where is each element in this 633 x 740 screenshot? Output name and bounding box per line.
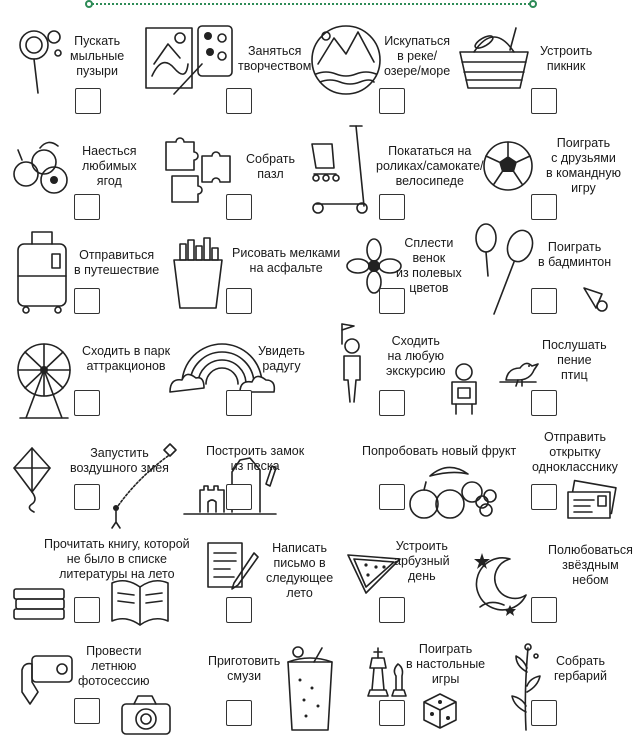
item-label: Послушать пение птиц	[542, 338, 607, 382]
checkbox-rollerblades[interactable]	[379, 194, 405, 220]
chalk-bucket-icon	[170, 236, 230, 310]
checkbox-stars[interactable]	[531, 597, 557, 623]
rollerblades-scooter-icon	[306, 124, 376, 220]
item-label: Полюбоваться звёздным небом	[548, 543, 633, 587]
checkbox-postcard[interactable]	[531, 484, 557, 510]
checkbox-sandcastle[interactable]	[226, 484, 252, 510]
checklist-item-birds	[460, 334, 615, 438]
checkbox-bubbles[interactable]	[75, 88, 101, 114]
item-label: Поиграть в бадминтон	[538, 240, 612, 269]
checklist-item-smoothie	[140, 636, 295, 740]
item-label: Пускать мыльные пузыри	[70, 34, 125, 78]
checkbox-rainbow[interactable]	[226, 390, 252, 416]
checkbox-fruit[interactable]	[379, 484, 405, 510]
picnic-basket-icon	[454, 22, 534, 92]
divider-dot-right	[529, 0, 537, 8]
checkbox-birds[interactable]	[531, 390, 557, 416]
item-label: Рисовать мелками на асфальте	[232, 246, 341, 275]
item-label: Написать письмо в следующее лето	[266, 541, 334, 600]
moon-stars-icon	[470, 545, 534, 617]
item-label: Покататься на роликах/самокате/ велосипеде	[376, 144, 484, 188]
checklist-item-team-game	[460, 126, 621, 230]
checklist-item-letter	[140, 535, 334, 639]
checklist-item-board-games	[298, 636, 486, 740]
item-label: Сплести венок из полевых цветов	[396, 236, 462, 295]
item-label: Увидеть радугу	[258, 344, 305, 373]
checklist-item-sandcastle	[140, 438, 305, 542]
item-label: Приготовить смузи	[208, 654, 281, 683]
checkbox-smoothie[interactable]	[226, 700, 252, 726]
checklist-item-watermelon	[298, 535, 453, 639]
postcard-icon	[566, 482, 618, 522]
soccer-ball-icon	[480, 138, 536, 194]
checklist-item-postcard	[460, 430, 618, 542]
books-icon	[12, 585, 68, 621]
checkbox-amusement-park[interactable]	[74, 390, 100, 416]
tour-guide-icon	[330, 320, 376, 404]
top-divider	[88, 3, 534, 5]
checkbox-chalk[interactable]	[226, 288, 252, 314]
checklist-item-wreath	[298, 228, 462, 332]
lake-swimming-icon	[306, 24, 386, 96]
painting-easel-icon	[144, 24, 236, 98]
kite-icon	[12, 446, 72, 512]
checklist-item-badminton	[460, 228, 615, 332]
checklist-item-picnic	[460, 18, 615, 122]
checkbox-letter[interactable]	[226, 597, 252, 623]
checkbox-swim[interactable]	[379, 88, 405, 114]
checklist-item-swim	[298, 18, 453, 122]
checkbox-herbarium[interactable]	[531, 700, 557, 726]
item-label: Сходить на любую экскурсию	[386, 334, 446, 378]
checklist-item-fruit	[298, 438, 517, 542]
item-label: Отправиться в путешествие	[74, 248, 160, 277]
checklist-item-chalk	[140, 228, 341, 332]
checkbox-wreath[interactable]	[379, 288, 405, 314]
item-label: Собрать пазл	[246, 152, 296, 181]
dice-icon	[420, 690, 460, 730]
item-label: Устроить пикник	[540, 44, 593, 73]
item-label: Сходить в парк аттракционов	[82, 344, 171, 373]
checkbox-team-game[interactable]	[531, 194, 557, 220]
shuttlecock-icon	[580, 284, 610, 314]
checklist-item-excursion	[298, 334, 453, 438]
badminton-icon	[470, 222, 536, 318]
item-label: Собрать гербарий	[554, 654, 607, 683]
flower-icon	[346, 238, 402, 294]
checkbox-art[interactable]	[226, 88, 252, 114]
chess-pieces-icon	[358, 640, 408, 700]
item-label: Попробовать новый фрукт	[362, 444, 517, 458]
item-label: Поиграть в настольные игры	[406, 642, 486, 686]
item-label: Наесться любимых ягод	[82, 144, 137, 188]
divider-dot-left	[85, 0, 93, 8]
checkbox-photoshoot[interactable]	[74, 698, 100, 724]
checkbox-picnic[interactable]	[531, 88, 557, 114]
item-label: Построить замок из песка	[206, 444, 305, 473]
checkbox-badminton[interactable]	[531, 288, 557, 314]
checkbox-travel[interactable]	[74, 288, 100, 314]
checkbox-puzzle[interactable]	[226, 194, 252, 220]
soap-bubbles-icon	[14, 23, 74, 98]
checklist-item-rollerblades	[298, 126, 484, 230]
checkbox-kite[interactable]	[74, 484, 100, 510]
letter-writing-icon	[204, 539, 264, 595]
item-label: Поиграть с друзьями в командную игру	[546, 136, 621, 195]
item-label: Запустить воздушного змея	[70, 446, 169, 475]
checkbox-berries[interactable]	[74, 194, 100, 220]
checkbox-board-games[interactable]	[379, 700, 405, 726]
checklist-item-art	[140, 18, 312, 122]
checkbox-watermelon[interactable]	[379, 597, 405, 623]
checklist-item-rainbow	[140, 334, 305, 438]
checkbox-book[interactable]	[74, 597, 100, 623]
item-label: Отправить открытку однокласснику	[532, 430, 618, 474]
item-label: Провести летнюю фотосессию	[78, 644, 150, 688]
item-label: Устроить арбузный день	[394, 539, 450, 583]
ferris-wheel-icon	[12, 340, 76, 424]
checklist-item-stars	[460, 535, 633, 639]
checklist-item-herbarium	[460, 636, 615, 740]
checklist-item-puzzle	[140, 126, 295, 230]
suitcase-icon	[14, 230, 70, 314]
item-label: Заняться творчеством	[238, 44, 312, 73]
berries-icon	[10, 136, 74, 200]
item-label: Прочитать книгу, которой не было в списке литературы на лето	[44, 537, 190, 581]
item-label: Искупаться в реке/ озере/море	[384, 34, 451, 78]
checkbox-excursion[interactable]	[379, 390, 405, 416]
phone-hand-icon	[18, 652, 74, 708]
